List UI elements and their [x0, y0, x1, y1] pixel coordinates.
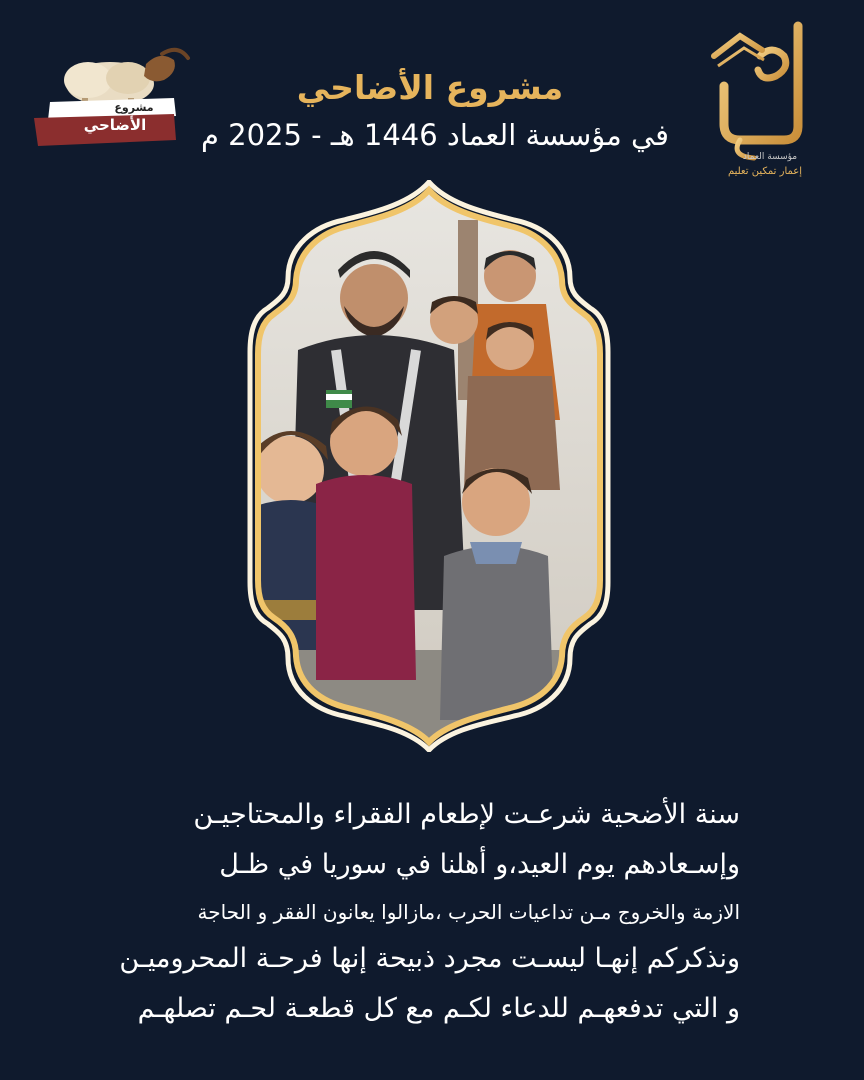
body-line: ونذكركم إنهـا ليسـت مجرد ذبيحة إنها فرحـة المحروميـن — [119, 943, 740, 974]
page-subtitle: في مؤسسة العماد 1446 هـ - 2025 م — [200, 118, 670, 152]
logo-tagline: إعمار تمكين تعليم — [727, 166, 803, 177]
page-title: مشروع الأضاحي — [296, 68, 564, 107]
logo-name: مؤسسة العماد — [742, 152, 798, 162]
body-text-block — [120, 790, 740, 1034]
body-line: الازمة والخروج مـن تداعيات الحرب ،مازالوا يعانون الفقر و الحاجة — [197, 900, 740, 924]
badge-main-label: الأضاحي — [83, 116, 147, 134]
body-line: وإسـعادهم يوم العيد،و أهلنا في سوريا في ظـل — [219, 849, 740, 880]
volunteer-with-children-photo — [240, 180, 618, 752]
body-line: سنة الأضحية شرعـت لإطعام الفقراء والمحتاجيـن — [193, 799, 740, 830]
sheep-icon — [28, 40, 198, 160]
badge-small-label: مشروع — [114, 101, 154, 114]
body-line: و التي تدفعهـم للدعاء لكـم مع كل قطعـة لحـم تصلهـم — [137, 993, 740, 1024]
